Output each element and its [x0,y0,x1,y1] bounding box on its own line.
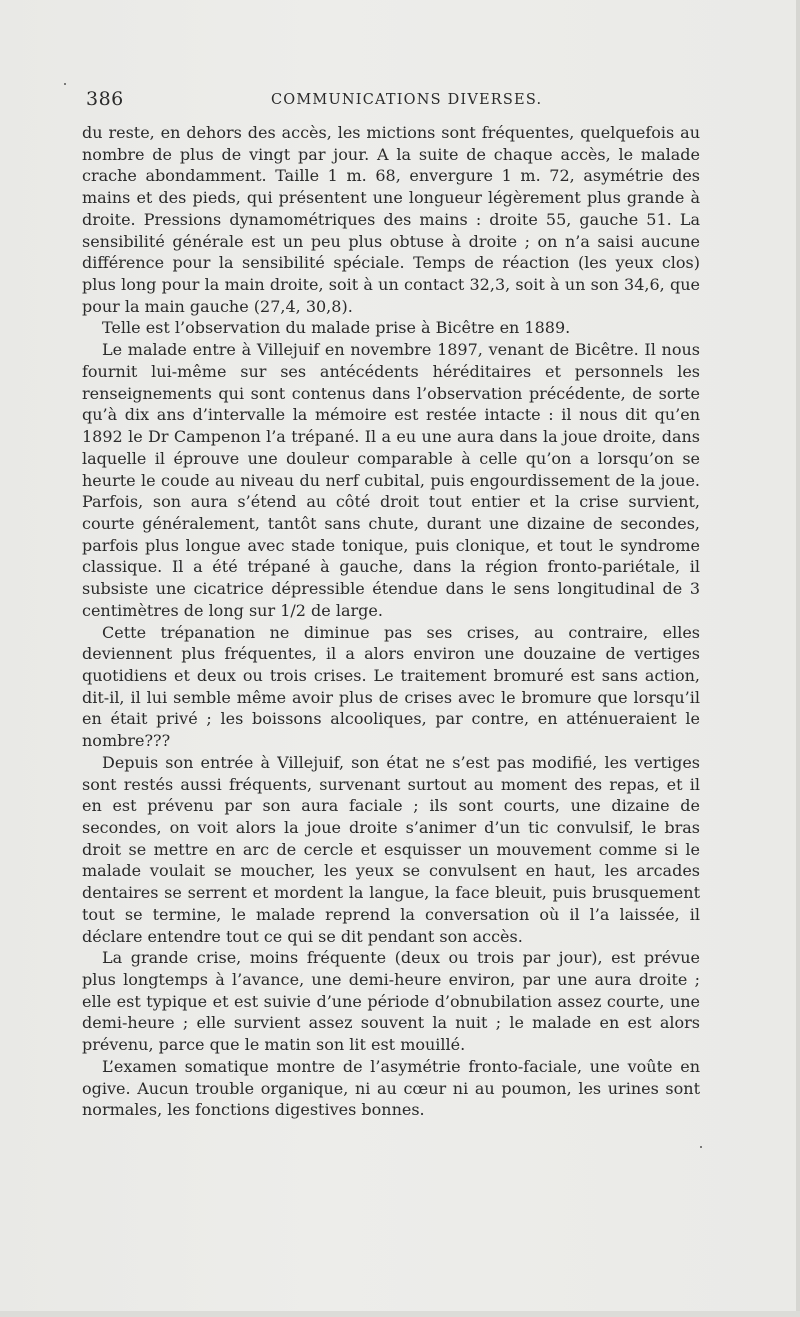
paragraph-villejuif-entry: Le malade entre à Villejuif en novembre 1897, venant de Bicêtre. Il nous fournit lui-même sur ses antécédents héréditaires et personnels les renseignements qui sont contenus dans l’observation précédente, de sorte qu’à dix ans d’intervalle la mémoire est restée intacte : il nous dit qu’en 1892 le Dr Campenon l’a trépané. Il a eu une aura dans la joue droite, dans laquelle il éprouve une douleur comparable à celle qu’on a lorsqu’on se heurte le coude au niveau du nerf cubital, puis engourdissement de la joue. Parfois, son aura s’étend au côté droit tout entier et la crise survient, courte généralement, tantôt sans chute, durant une dizaine de secondes, parfois plus longue avec stade tonique, puis clonique, et tout le syndrome classique. Il a été trépané à gauche, dans la région fronto-pariétale, il subsiste une cicatrice dépressible étendue dans le sens longitudinal de 3 centimètres de long sur 1/2 de large. [82,340,700,620]
print-speck [64,83,66,85]
running-head [86,88,726,114]
paragraph-continuation: du reste, en dehors des accès, les mictions sont fréquentes, quelquefois au nombre de plus de vingt par jour. A la suite de chaque accès, le malade crache abondamment. Taille 1 m. 68, envergure 1 m. 72, asymétrie des mains et des pieds, qui présentent une longueur légèrement plus grande à droite. Pressions dynamométriques des mains : droite 55, gauche 51. La sensibilité générale est un peu plus obtuse à droite ; on n’a saisi aucune différence pour la sensibilité spéciale. Temps de réaction (les yeux clos) plus long pour la main droite, soit à un contact 32,3, soit à un son 34,6, que pour la main gauche (27,4, 30,8). [82,123,700,316]
page-edge-shadow [796,0,800,1317]
paragraph-grande-crise: La grande crise, moins fréquente (deux ou trois par jour), est prévue plus longtemps à l’avance, une demi-heure environ, par une aura droite ; elle est typique et est suivie d’une période d’obnubilation assez courte, une demi-heure ; elle survient assez souvent la nuit ; le malade en est alors prévenu, parce que le matin son lit est mouillé. [82,948,700,1055]
paragraph-trepanation: Cette trépanation ne diminue pas ses crises, au contraire, elles deviennent plus fréquentes, il a alors environ une douzaine de vertiges quotidiens et deux ou trois crises. Le traitement bromuré est sans action, dit-il, il lui semble même avoir plus de crises avec le bromure que lorsqu’il en était privé ; les boissons alcooliques, par contre, en atténueraient le nombre??? [82,622,700,751]
page-number: 386 [86,88,124,110]
body-text [82,122,700,1121]
page-bottom-edge [0,1311,800,1317]
print-speck [700,1146,702,1148]
paragraph-observation-note: Telle est l’observation du malade prise à Bicêtre en 1889. [102,318,571,338]
paragraph-vertigos: Depuis son entrée à Villejuif, son état ne s’est pas modifié, les vertiges sont restés aussi fréquents, survenant surtout au moment des repas, et il en est prévenu par son aura faciale ; ils sont courts, une dizaine de secondes, on voit alors la joue droite s’animer d’un tic convulsif, le bras droit se mettre en arc de cercle et esquisser un mouvement comme si le malade voulait se moucher, les yeux se convulsent en haut, les arcades dentaires se serrent et mordent la langue, la face bleuit, puis brusquement tout se termine, le malade reprend la conversation où il l’a laissée, il déclare entendre tout ce qui se dit pendant son accès. [82,752,700,946]
running-title: COMMUNICATIONS DIVERSES. [271,92,543,108]
paragraph-examen-somatique: L’examen somatique montre de l’asymétrie fronto-faciale, une voûte en ogive. Aucun trouble organique, ni au cœur ni au poumon, les urines sont normales, les fonctions digestives bonnes. [82,1056,700,1120]
